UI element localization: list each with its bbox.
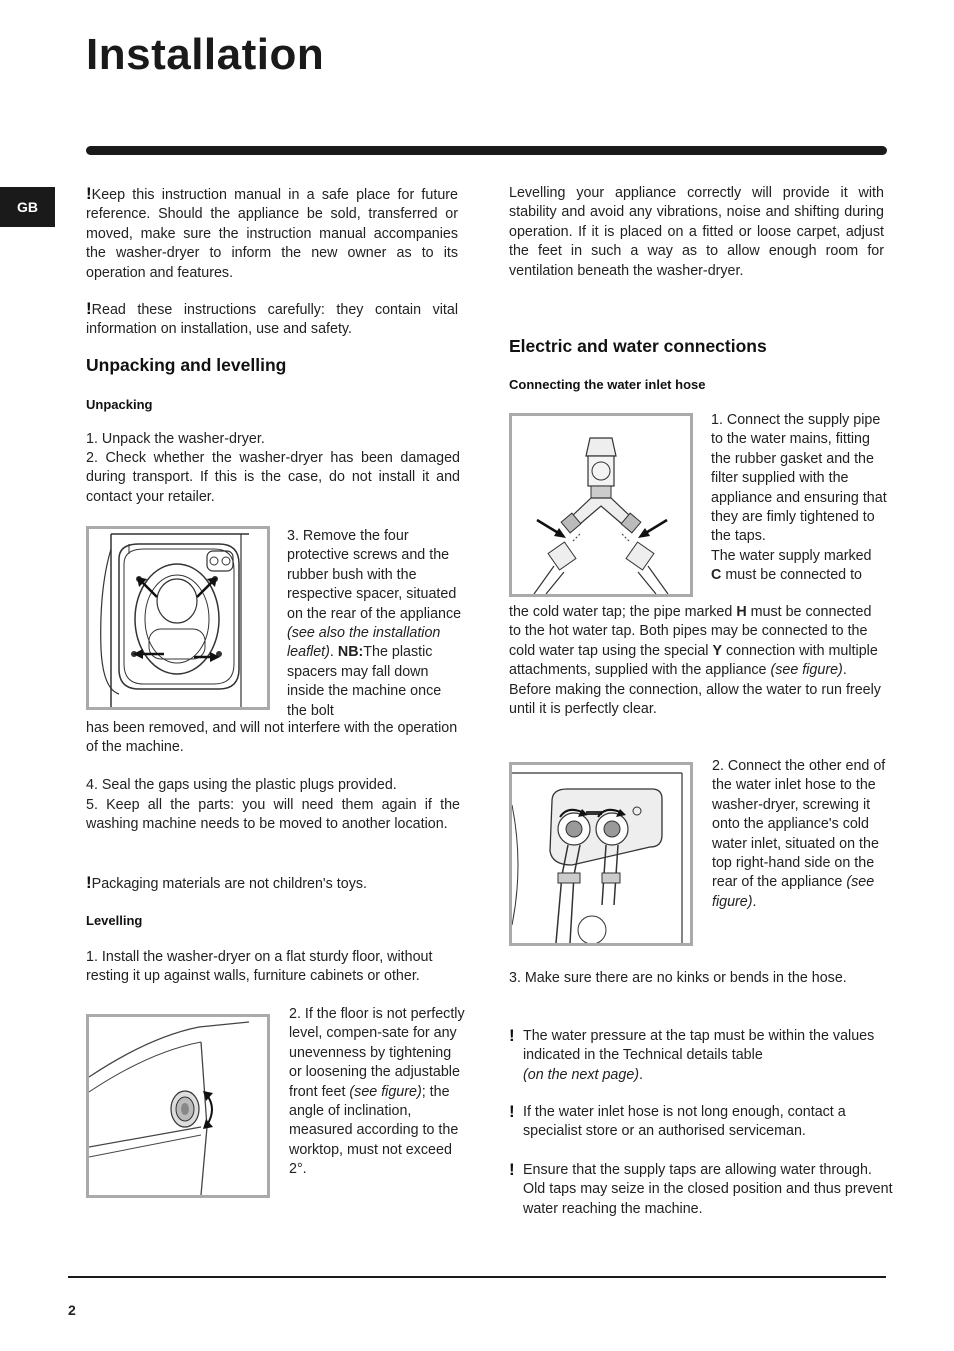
levelling-explanation: Levelling your appliance correctly will provide it with stability and avoid any vibrations, noise and shifting during operation. If it is placed on a fitted or loose carpet, adjust the feet in such a way as to allow enough room for ventilation beneath the washer-dryer. <box>509 185 884 279</box>
figure-y-connector <box>509 413 693 597</box>
unpack-step-4: 4. Seal the gaps using the plastic plugs provided. <box>86 777 397 793</box>
warning-icon: ! <box>86 873 92 892</box>
unpack-step-3: 3. Remove the four protective screws and the rubber bush with the respective spacer, situated on the rear of the appliance (see also the installation leaflet). NB:The plastic spacers may fall down inside the machine once the bolt <box>287 528 462 719</box>
figure-adjustable-foot <box>86 1014 270 1198</box>
levelling-step-2: 2. If the floor is not perfectly level, compen-sate for any unevenness by tightening or loosening the adjustable front feet (see figure); the angle of inclination, measured according to the worktop, must not exceed 2°. <box>289 1006 465 1178</box>
label-y: Y <box>712 642 723 659</box>
adjustable-foot-illustration <box>89 1017 267 1195</box>
unpack-step-2: 2. Check whether the washer-dryer has been damaged during transport. If this is the case, do not install it and contact your retailer. <box>86 450 460 505</box>
note-keep-manual: !Keep this instruction manual in a safe place for future reference. Should the appliance be sold, transferred or moved, make sure the instruction manual accompanies the washer-dryer to inform the new owner as to its operation and features. <box>86 184 458 281</box>
unpack-step-1: 1. Unpack the washer-dryer. <box>86 431 265 447</box>
page-title: Installation <box>86 30 325 79</box>
y-connector-illustration <box>512 416 690 594</box>
warning-icon: ! <box>509 1160 515 1179</box>
connection-step-1: 1. Connect the supply pipe to the water mains, fitting the rubber gasket and the filter supplied with the appliance and ensuring that they are fimly tightened to the taps. The water supply marked C must be connected to <box>711 412 887 584</box>
subheading-levelling: Levelling <box>86 913 143 928</box>
inlet-connection-illustration <box>512 765 690 943</box>
section-heading-unpacking-levelling: Unpacking and levelling <box>86 355 287 375</box>
unpack-step-3-continued: has been removed, and will not interfere with the operation of the machine. <box>86 720 458 756</box>
unpack-step-5: 5. Keep all the parts: you will need them again if the washing machine needs to be moved to another location. <box>86 797 460 833</box>
subheading-unpacking: Unpacking <box>86 397 153 412</box>
warning-icon: ! <box>86 184 92 203</box>
warning-supply-taps: ! Ensure that the supply taps are allowing water through. Old taps may seize in the closed position and thus prevent water reaching the machine. <box>509 1160 893 1217</box>
label-h: H <box>736 604 747 620</box>
note-read-instructions: !Read these instructions carefully: they contain vital information on installation, use and safety. <box>86 299 458 338</box>
language-tab: GB <box>0 187 55 227</box>
subheading-water-inlet-hose: Connecting the water inlet hose <box>509 377 706 392</box>
washer-rear-illustration <box>89 529 267 707</box>
warning-water-pressure: ! The water pressure at the tap must be within the values indicated in the Technical details table (on the next page). <box>509 1026 875 1083</box>
warning-icon: ! <box>509 1026 515 1045</box>
connection-step-2: 2. Connect the other end of the water inlet hose to the washer-dryer, screwing it onto the appliance's cold water inlet, situated on the top right-hand side on the rear of the appliance (see figure). <box>712 758 886 910</box>
warning-icon: ! <box>509 1102 515 1121</box>
note-packaging: !Packaging materials are not children's toys. <box>86 873 367 892</box>
connection-step-3: 3. Make sure there are no kinks or bends in the hose. <box>509 970 847 986</box>
figure-inlet-connection <box>509 762 693 946</box>
footer-rule <box>68 1276 886 1278</box>
levelling-step-1: 1. Install the washer-dryer on a flat sturdy floor, without resting it up against walls, furniture cabinets or other. <box>86 949 433 985</box>
section-heading-connections: Electric and water connections <box>509 336 767 356</box>
label-c: C <box>711 567 722 584</box>
warning-icon: ! <box>86 299 92 318</box>
figure-rear-screws <box>86 526 270 710</box>
connection-step-1-continued: the cold water tap; the pipe marked H must be connected to the hot water tap. Both pipes may be connected to the cold water tap using the special Y connection with multiple attachments, supplied with the appliance (see figure). Before making the connection, allow the water to run freely until it is perfectly clear. <box>509 604 881 718</box>
warning-hose-length: ! If the water inlet hose is not long enough, contact a specialist store or an authorised serviceman. <box>509 1102 846 1140</box>
title-rule <box>86 146 887 155</box>
page-number: 2 <box>68 1302 76 1318</box>
